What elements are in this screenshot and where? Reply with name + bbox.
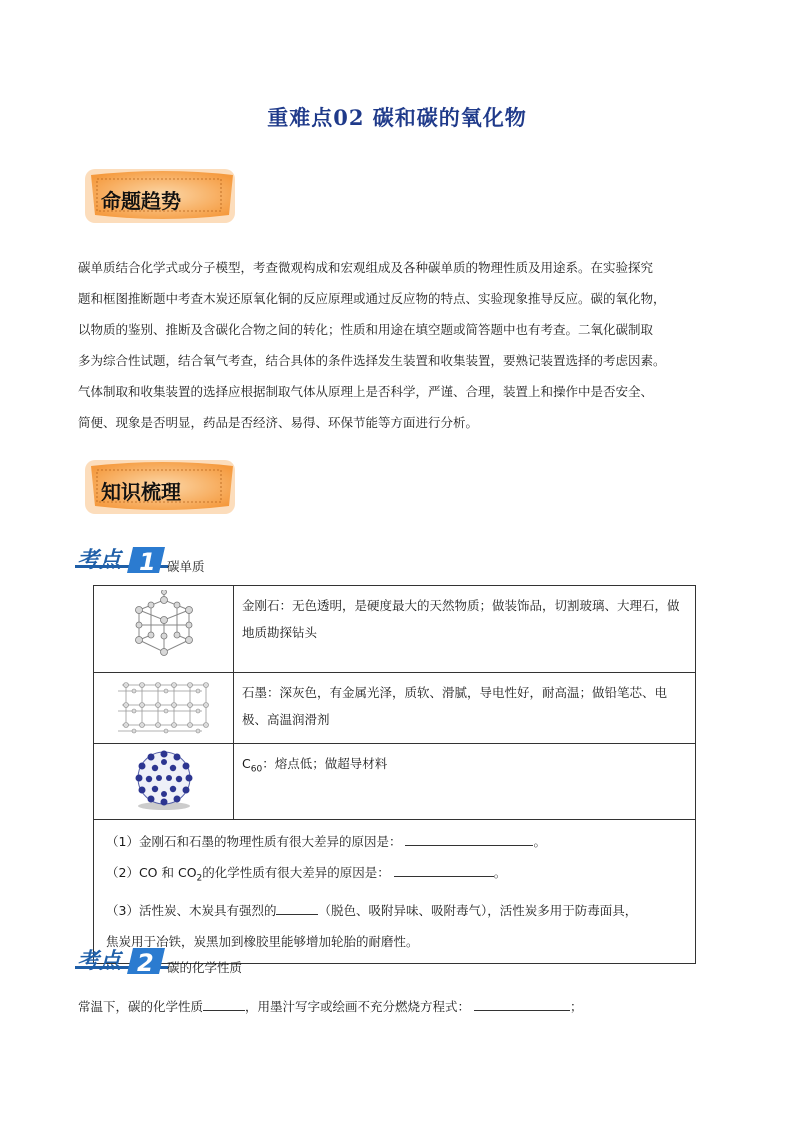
answer-blank[interactable] bbox=[203, 996, 245, 1011]
kaodian-badge-icon bbox=[75, 543, 168, 575]
carbon-allotropes-table bbox=[93, 585, 696, 964]
page-title: 重难点02 碳和碳的氧化物 bbox=[267, 105, 527, 130]
graphite-image-cell bbox=[94, 673, 234, 744]
c60-image-cell bbox=[94, 744, 234, 820]
c60-formula: C bbox=[242, 756, 251, 771]
intro-line: 多为综合性试题，结合氧气考查，结合具体的条件选择发生装置和收集装置，要熟记装置选择的考虑因素。 bbox=[78, 353, 666, 368]
kaodian-label: 碳单质 bbox=[167, 559, 205, 574]
question-text: （2）CO 和 CO bbox=[106, 865, 197, 880]
c60-text: ：熔点低；做超导材料 bbox=[262, 756, 388, 771]
subscript: 2 bbox=[196, 873, 203, 884]
intro-line: 题和框图推断题中考查木炭还原氧化铜的反应原理或通过反应物的特点、实验现象推导反应。碳的氧化物， bbox=[78, 291, 666, 306]
table-row bbox=[94, 673, 696, 744]
question-text: （脱色、吸附异味、吸附毒气），活性炭多用于防毒面具， bbox=[318, 902, 638, 918]
question-end: 。 bbox=[493, 865, 507, 880]
diamond-structure-icon bbox=[119, 590, 209, 662]
badge-text: 考点 bbox=[77, 548, 122, 573]
line-text: ，用墨汁写字或绘画不充分燃烧方程式： bbox=[245, 999, 471, 1014]
kaodian-badge-icon bbox=[75, 944, 168, 976]
trend-banner bbox=[83, 165, 243, 227]
intro-line: 简便、现象是否明显，药品是否经济、易得、环保节能等方面进行分析。 bbox=[78, 415, 479, 430]
badge-number: 2 bbox=[137, 949, 154, 976]
line-text: 常温下，碳的化学性质 bbox=[78, 999, 204, 1014]
diamond-image-cell bbox=[94, 586, 234, 673]
question-3-cont: 焦炭用于冶铁，炭黑加到橡胶里能够增加轮胎的耐磨性。 bbox=[106, 933, 419, 949]
c60-description bbox=[234, 744, 696, 820]
table-row bbox=[94, 820, 696, 964]
intro-line: 以物质的鉴别、推断及含碳化合物之间的转化；性质和用途在填空题或简答题中也有考查。二氧化碳制取 bbox=[78, 322, 654, 337]
c60-structure-icon bbox=[129, 748, 199, 812]
table-row bbox=[94, 586, 696, 673]
question-text: （1）金刚石和石墨的物理性质有很大差异的原因是： bbox=[106, 834, 402, 849]
answer-blank[interactable] bbox=[276, 900, 318, 915]
question-end: 。 bbox=[533, 834, 546, 849]
question-text: （3）活性炭、木炭具有强烈的 bbox=[106, 902, 277, 918]
banner-label: 知识梳理 bbox=[101, 480, 181, 504]
graphite-description: 石墨：深灰色，有金属光泽，质软、滑腻，导电性好，耐高温；做铅笔芯、电极、高温润滑剂 bbox=[234, 673, 696, 744]
intro-paragraph bbox=[78, 252, 720, 438]
line-end: ； bbox=[570, 999, 583, 1014]
question-1 bbox=[106, 826, 683, 857]
badge-text: 考点 bbox=[77, 949, 122, 974]
c60-subscript: 60 bbox=[250, 764, 263, 775]
badge-number: 1 bbox=[139, 548, 156, 575]
question-2 bbox=[106, 857, 683, 895]
kaodian-label: 碳的化学性质 bbox=[167, 960, 243, 975]
table-row bbox=[94, 744, 696, 820]
knowledge-banner bbox=[83, 456, 243, 518]
question-3 bbox=[106, 895, 683, 926]
carbon-chem-line bbox=[78, 996, 583, 1015]
question-text: 的化学性质有很大差异的原因是： bbox=[202, 865, 390, 880]
answer-blank[interactable] bbox=[405, 831, 533, 846]
intro-line: 碳单质结合化学式或分子模型，考查微观构成和宏观组成及各种碳单质的物理性质及用途系。在实验探究 bbox=[78, 260, 654, 275]
banner-label: 命题趋势 bbox=[101, 189, 181, 213]
answer-blank[interactable] bbox=[474, 996, 570, 1011]
intro-line: 气体制取和收集装置的选择应根据制取气体从原理上是否科学，严谨、合理，装置上和操作中是否安全、 bbox=[78, 384, 654, 399]
graphite-structure-icon bbox=[114, 677, 214, 735]
diamond-description: 金刚石：无色透明，是硬度最大的天然物质；做装饰品，切割玻璃、大理石，做地质勘探钻头 bbox=[234, 586, 696, 673]
questions-cell bbox=[94, 820, 696, 964]
answer-blank[interactable] bbox=[394, 862, 494, 877]
